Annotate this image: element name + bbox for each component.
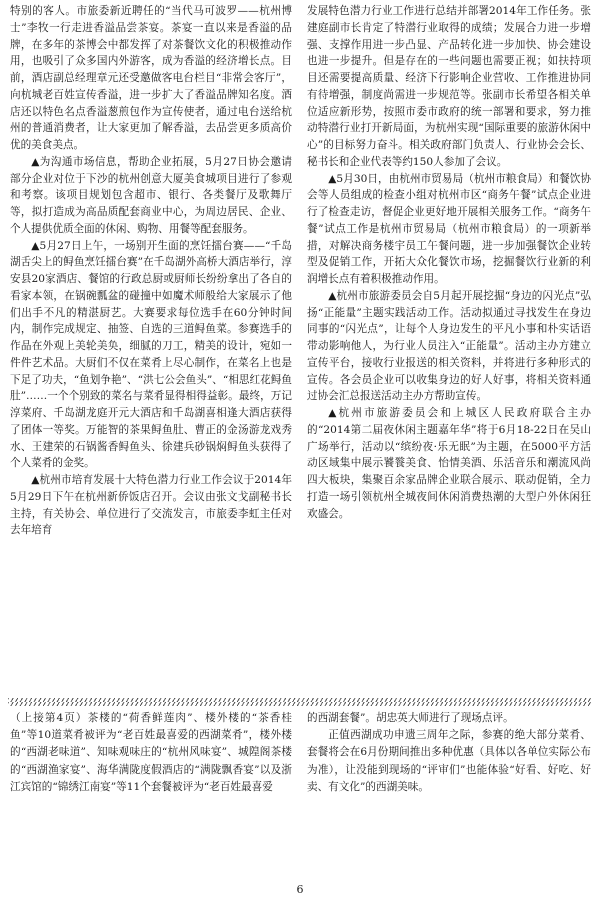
paragraph: 特别的客人。市旅委新近聘任的“当代马可波罗——杭州博士”李牧一行走进香溢品尝茶宴。茶宴一直以来是香溢的品牌，在多年的茶博会中都发挥了对茶餐饮文化的积极推动作用，也吸引了众多国内外游客，成为香溢的经济增长点。目前，酒店副总经理章元还受邀做客电台栏目“非常会客厅”，向杭城老百姓宣传香溢，进一步扩大了香溢品牌知名度。酒店还以特色名点香溢葱煎包作为宣传使者，通过电台送给杭州的普通消费者，让大家更加了解香溢，去品尝更多质高价优的美食美点。 — [10, 5, 292, 151]
left-column — [10, 3, 292, 539]
right-column — [307, 3, 591, 522]
paragraph: 的西湖套餐”。胡忠英大师进行了现场点评。 — [307, 712, 514, 724]
section-divider — [8, 702, 592, 706]
continued-article-left — [10, 710, 292, 796]
paragraph: 正值西湖成功申遗三周年之际，参赛的绝大部分菜肴、套餐将会在6月份期间推出多种优惠（具体以各单位实际公布为准），让没能到现场的“评审们”也能体验“好看、好吃、好卖、有文化”的西湖美味。 — [307, 729, 591, 793]
paragraph: （上接第4页）茶楼的“荷香鲜莲肉”、楼外楼的“茶香桂鱼”等10道菜肴被评为“老百姓最喜爱的西湖菜肴”，楼外楼的“西湖老味道”、知味观味庄的“杭州风味宴”、城隍阁茶楼的“西湖渔家宴”、海华满陇度假酒店的“满陇飘香宴”以及浙江宾馆的“锦绣江南宴”等11个套餐被评为“老百姓最喜爱 — [10, 712, 292, 793]
paragraph: ▲为沟通市场信息，帮助企业拓展，5月27日协会邀请部分企业对位于下沙的杭州创意大厦美食城项目进行了参观和考察。该项目规划包含超市、银行、各类餐厅及歌舞厅等，拟打造成为高品质配套商业中心，为周边居民、企业、个人提供优质全面的休闲、购物、用餐等配套服务。 — [10, 155, 292, 235]
paragraph: ▲杭州市旅游委员会自5月起开展挖掘“身边的闪光点”弘扬“正能量”主题实践活动工作。活动拟通过寻找发生在身边同事的“闪光点”，让每个人身边发生的平凡小事和朴实话语带动影响他人，为行业人员注入“正能量”。活动主办方建立宣传平台，接收行业报送的相关资料，并将进行多种形式的宣传。各会员企业可以收集身边的好人好事，将相关资料通过协会汇总报送活动主办方帮助宣传。 — [307, 289, 591, 403]
paragraph: ▲5月30日，由杭州市贸易局（杭州市粮食局）和餐饮协会等人员组成的检查小组对杭州市区“商务午餐”试点企业进行了检查走访，督促企业更好地开展相关服务工作。“商务午餐”试点工作是杭州市贸易局（杭州市粮食局）的一项新举措，对解决商务楼宇员工午餐问题，进一步加强餐饮企业转型及促销工作，开拓大众化餐饮市场，挖掘餐饮行业新的利润增长点有着积极推动作用。 — [307, 172, 591, 285]
paragraph: ▲5月27日上午，一场别开生面的烹饪擂台赛——“千岛湖舌尖上的鲟鱼烹饪擂台赛”在千岛湖外高桥大酒店举行，淳安县20家酒店、餐馆的行政总厨或厨师长纷纷拿出了各自的看家本领，在锅碗瓢盆的碰撞中如魔术师般给大家展示了他们出手不凡的精湛厨艺。大赛要求每位选手在60分钟时间内，制作完成规定、抽签、自选的三道鲟鱼菜。参赛选手的作品在外观上美轮美奂，细腻的刀工，精美的设计，宛如一件件艺术品。大厨们不仅在菜肴上尽心制作，在菜名上也是下足了功夫，“鱼划争艳”、“洪七公会鱼头”、“相思红花鲟鱼肚”……一个个别致的菜名与菜肴显得相得益彰。最终，万记淳菜府、千岛湖龙庭开元大酒店和千岛湖喜相逢大酒店获得了团体一等奖。万能智的茶果鲟鱼肚、曹正的金汤游龙戏秀水、王建荣的石锅酱香鲟鱼头、徐建兵砂锅焖鲟鱼头获得了个人菜肴的金奖。 — [10, 239, 292, 470]
continued-article-right — [307, 710, 591, 796]
page-number: 6 — [296, 883, 304, 896]
paragraph: ▲杭州市旅游委员会和上城区人民政府联合主办的“2014第二届夜休闲主题嘉年华”将于6月18-22日在吴山广场举行，活动以“缤纷夜·乐无眠”为主题，在5000平方活动区域集中展示饕餮美食、怡情美酒、乐活音乐和潮流风尚四大板块，集聚百余家品牌企业联合展示、联动促销，全力打造一场引领杭州全城夜间休闲消费热潮的大型户外休闲狂欢盛会。 — [307, 407, 591, 520]
paragraph: 发展特色潜力行业工作进行总结并部署2014年工作任务。张建庭副市长肯定了特潜行业取得的成绩；发展合力进一步增强、支撑作用进一步凸显、产品转化进一步加快、协会建设也进一步提升。但是存在的一些问题也需要正视；如扶持项目还需要提高质量、经济下行影响企业营收、工作推进协同有待增强，制度尚需进一步规范等。张副市长希望各相关单位适应新形势，按照市委市政府的统一部署和要求，努力推动特潜行业打开新局面，为杭州实现“国际重要的旅游休闲中心”的目标努力奋斗。相关政府部门负责人、行业协会会长、秘书长和企业代表等约150人参加了会议。 — [307, 5, 591, 168]
paragraph: ▲杭州市培育发展十大特色潜力行业工作会议于2014年5月29日下午在杭州新侨饭店召开。会议由张文戈副秘书长主持，有关协会、单位进行了交流发言，市旅委李虹主任对去年培育 — [10, 474, 292, 537]
